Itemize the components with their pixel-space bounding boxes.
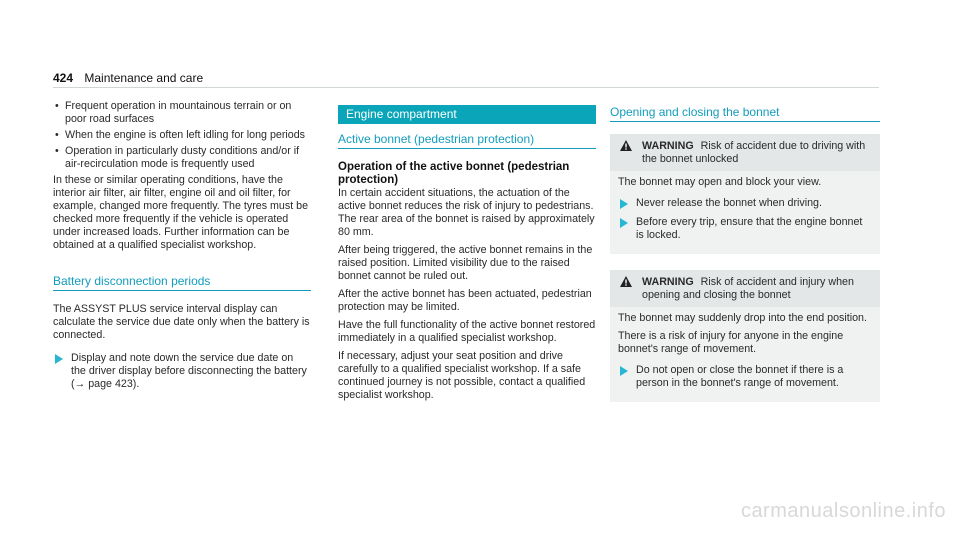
list-item: • Frequent operation in mountainous terrain or on poor road surfaces	[53, 100, 311, 126]
maintenance-paragraph: In these or similar operating conditions, have the interior air filter, air filter, engine oil and oil filter, for example, changed more frequently. The tyres must be checked more frequently if the vehicle is operated under increased loads. Further information can be obtained at a qualified specialist workshop.	[53, 174, 309, 251]
paragraph: In certain accident situations, the actuation of the active bonnet reduces the risk of injury to pedestrians. The rear area of the bonnet is raised by approximately 80 mm.	[338, 187, 595, 238]
warning-title: Risk of accident due to driving with the bonnet unlocked	[642, 140, 866, 165]
paragraph: If necessary, adjust your seat position and drive carefully to a qualified specialist workshop. If a safe continued journey is not possible, contact a qualified specialist workshop.	[338, 350, 586, 401]
warning-header	[610, 134, 880, 171]
battery-heading: Battery disconnection periods	[53, 274, 311, 291]
warning-title: Risk of accident and injury when opening and closing the bonnet	[642, 276, 854, 301]
warning-box	[610, 270, 880, 402]
paragraph: After being triggered, the active bonnet remains in the raised position. Limited visibility due to the raised bonnet cannot be ruled out.	[338, 244, 593, 282]
warning-triangle-icon	[620, 276, 632, 287]
battery-step-text: Display and note down the service due date on the driver display before disconnecting the battery (→ page 423).	[71, 352, 307, 390]
paragraph: Have the full functionality of the active bonnet restored immediately in a qualified specialist workshop.	[338, 319, 596, 344]
header-divider	[53, 87, 879, 88]
paragraph: After the active bonnet has been actuated, pedestrian protection may be limited.	[338, 288, 592, 313]
column-middle	[338, 105, 596, 407]
warning-step-text: Before every trip, ensure that the engine bonnet is locked.	[636, 216, 863, 241]
active-bonnet-heading: Active bonnet (pedestrian protection)	[338, 132, 596, 149]
conditions-list	[53, 100, 311, 171]
operation-subheading: Operation of the active bonnet (pedestrian protection)	[338, 161, 570, 186]
warning-header	[610, 270, 880, 307]
engine-compartment-band: Engine compartment	[338, 105, 596, 124]
column-left	[53, 100, 311, 397]
warning-keyword: WARNING	[642, 276, 694, 288]
warning-step	[618, 197, 872, 210]
column-right	[610, 105, 880, 418]
battery-step	[53, 352, 311, 391]
page-number: 424	[53, 71, 74, 85]
warning-body: The bonnet may open and block your view.	[618, 176, 822, 188]
section-title: Maintenance and care	[84, 71, 204, 85]
opening-closing-heading: Opening and closing the bonnet	[610, 105, 880, 122]
warning-body: The bonnet may suddenly drop into the end position.	[618, 312, 867, 324]
watermark: carmanualsonline.info	[740, 500, 946, 522]
list-item: • Operation in particularly dusty conditions and/or if air-recirculation mode is frequently used	[53, 145, 311, 171]
warning-step-text: Never release the bonnet when driving.	[636, 197, 822, 209]
warning-step	[618, 216, 872, 242]
warning-body: There is a risk of injury for anyone in the engine bonnet's range of movement.	[618, 330, 844, 355]
warning-keyword: WARNING	[642, 140, 694, 152]
battery-paragraph: The ASSYST PLUS service interval display can calculate the service due date only when the battery is connected.	[53, 303, 310, 341]
warning-step	[618, 364, 872, 390]
warning-box	[610, 134, 880, 254]
warning-triangle-icon	[620, 140, 632, 151]
page-header	[53, 71, 203, 85]
warning-step-text: Do not open or close the bonnet if there is a person in the bonnet's range of movement.	[636, 364, 844, 389]
list-item: • When the engine is often left idling for long periods	[53, 129, 311, 142]
